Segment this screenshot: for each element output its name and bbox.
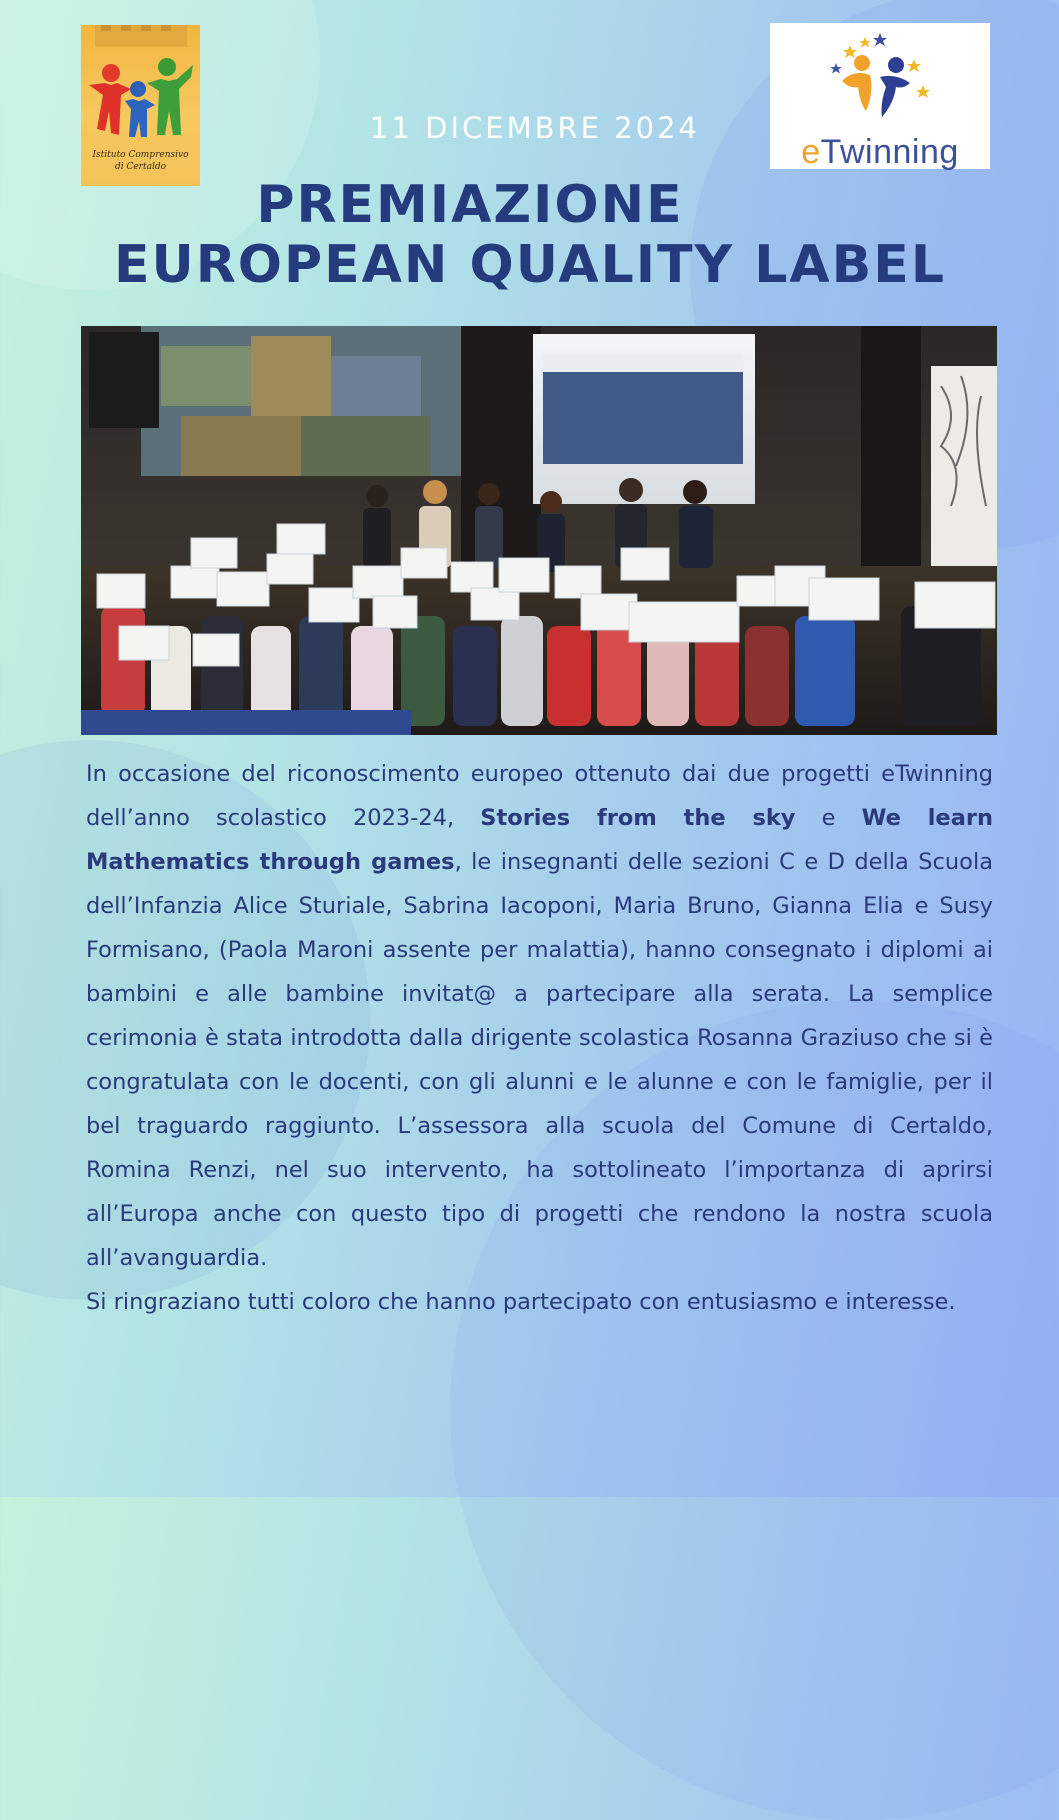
article-closing: Si ringraziano tutti coloro che hanno partecipato con entusiasmo e interesse.	[86, 1289, 956, 1315]
page-title	[60, 175, 1000, 295]
title-line1: PREMIAZIONE	[256, 175, 684, 235]
school-logo-line1: Istituto Comprensivo	[92, 150, 189, 160]
article-text: In occasione del riconoscimento europeo ottenuto dai due progetti eTwinning dell’anno scolastico 2023-24,	[86, 761, 993, 831]
etwinning-wordmark-rest: Twinning	[820, 133, 959, 171]
article-body	[86, 752, 993, 1324]
award-ceremony-photo	[81, 326, 997, 735]
project-name: Stories from the sky	[480, 805, 796, 831]
article-paragraph	[86, 752, 993, 1280]
event-date: 11 DICEMBRE 2024	[370, 111, 700, 145]
group-photo-icon	[81, 326, 997, 735]
article-text: e	[795, 805, 862, 831]
school-logo-line2: di Certaldo	[114, 162, 167, 172]
etwinning-logo	[770, 23, 990, 169]
title-line2: EUROPEAN QUALITY LABEL	[114, 235, 946, 295]
etwinning-wordmark-e: e	[801, 133, 821, 171]
project-name: We learn Mathematics through games	[86, 805, 993, 875]
article-text: , le insegnanti delle sezioni C e D della Scuola dell’Infanzia Alice Sturiale, Sabrina Iacoponi, Maria Bruno, Gianna Elia e Susy Formisano, (Paola Maroni assente per malattia), hanno consegnato i diplomi ai bambini e alle bambine invitat@ a partecipare alla serata. La semplice cerimonia è stata introdotta dalla dirigente scolastica Rosanna Graziuso che si è congratulata con le docenti, con gli alunni e le alunne e con le famiglie, per il bel traguardo raggiunto. L’assessora alla scuola del Comune di Certaldo, Romina Renzi, nel suo intervento, ha sottolineato l’importanza di aprirsi all’Europa anche con questo tipo di progetti che rendono la nostra scuola all’avanguardia.	[86, 849, 993, 1271]
school-logo	[81, 25, 200, 186]
